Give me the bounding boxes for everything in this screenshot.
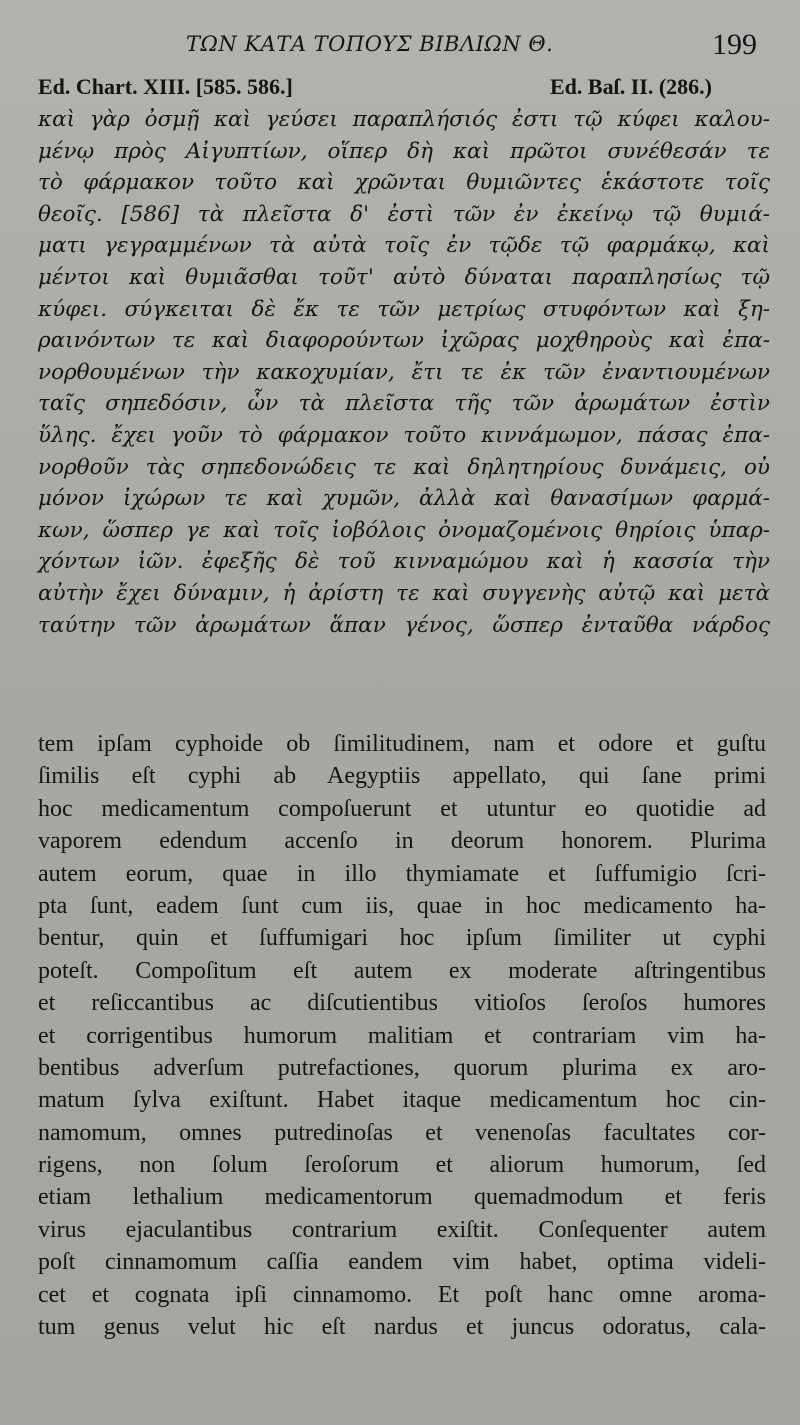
greek-line: κων, ὥσπερ γε καὶ τοῖς ἰοβόλοις ὀνομαζομένοις θηρίοις ὑπαρ-	[38, 517, 770, 543]
latin-line: cet et cognata ipſi cinnamomo. Et poſt hanc omne aroma-	[38, 1281, 766, 1308]
greek-line: αὐτὴν ἔχει δύναμιν, ἡ ἀρίστη τε καὶ συγγενὴς αὐτῷ καὶ μετὰ	[38, 580, 770, 606]
latin-line: et corrigentibus humorum malitiam et contrariam vim ha-	[38, 1022, 766, 1049]
greek-line: μένῳ πρὸς Αἰγυπτίων, οἵπερ δὴ καὶ πρῶτοι συνέθεσάν τε	[38, 138, 770, 164]
latin-line: namomum, omnes putredinoſas et venenoſas facultates cor-	[38, 1119, 766, 1146]
running-head	[0, 28, 800, 68]
latin-line: hoc medicamentum compoſuerunt et utuntur eo quotidie ad	[38, 795, 766, 822]
latin-line: pta ſunt, eadem ſunt cum iis, quae in hoc medicamento ha-	[38, 892, 766, 919]
latin-line: bentibus adverſum putrefactiones, quorum plurima ex aro-	[38, 1054, 766, 1081]
latin-line: virus ejaculantibus contrarium exiſtit. Conſequenter autem	[38, 1216, 766, 1243]
greek-text-block	[38, 104, 770, 641]
latin-line: etiam lethalium medicamentorum quemadmodum et feris	[38, 1184, 766, 1211]
latin-line: autem eorum, quae in illo thymiamate et ſuffumigio ſcri-	[38, 860, 766, 887]
edition-basel-reference: Ed. Baſ. II. (286.)	[550, 74, 712, 99]
greek-line: μόνον ἰχώρων τε καὶ χυμῶν, ἀλλὰ καὶ θανασίμων φαρμά-	[38, 486, 770, 512]
greek-line: ὕλης. ἔχει γοῦν τὸ φάρμακον τοῦτο κιννάμωμον, πάσας ἐπα-	[38, 422, 770, 448]
greek-line: νορθοῦν τὰς σηπεδονώδεις τε καὶ δηλητηρίους δυνάμεις, οὐ	[38, 454, 770, 480]
edition-reference-line	[0, 74, 800, 104]
greek-line: μέντοι καὶ θυμιᾶσθαι τοῦτ' αὐτὸ δύναται παραπλησίως τῷ	[38, 264, 770, 290]
latin-line: matum ſylva exiſtunt. Habet itaque medicamentum hoc cin-	[38, 1087, 766, 1114]
greek-line: ραινόντων τε καὶ διαφορούντων ἰχῶρας μοχθηροὺς καὶ ἐπα-	[38, 328, 770, 354]
greek-line: κύφει. σύγκειται δὲ ἔκ τε τῶν μετρίως στυφόντων καὶ ξη-	[38, 296, 770, 322]
greek-line: ταῖς σηπεδόσιν, ὧν τὰ πλεῖστα τῆς τῶν ἀρωμάτων ἐστὶν	[38, 391, 770, 417]
latin-line: vaporem edendum accenſo in deorum honorem. Plurima	[38, 828, 766, 855]
page-number: 199	[712, 28, 757, 61]
latin-line: tem ipſam cyphoide ob ſimilitudinem, nam et odore et guſtu	[38, 731, 766, 757]
running-title: ΤΩΝ ΚΑΤΑ ΤΟΠΟΥΣ ΒΙΒΛΙΩΝ Θ.	[186, 32, 554, 56]
edition-chartier-reference: Ed. Chart. XIII. [585. 586.]	[38, 74, 293, 99]
latin-line: et reſiccantibus ac diſcutientibus vitioſos ſeroſos humores	[38, 990, 766, 1017]
greek-line: ταύτην τῶν ἀρωμάτων ἅπαν γένος, ὥσπερ ἐνταῦθα νάρδος	[38, 612, 770, 638]
greek-line: καὶ γὰρ ὀσμῇ καὶ γεύσει παραπλήσιός ἐστι τῷ κύφει καλου-	[38, 107, 770, 132]
latin-line: bentur, quin et ſuffumigari hoc ipſum ſimiliter ut cyphi	[38, 925, 766, 952]
greek-line: χόντων ἰῶν. ἐφεξῆς δὲ τοῦ κινναμώμου καὶ ἡ κασσία τὴν	[38, 549, 770, 575]
latin-line: ſimilis eſt cyphi ab Aegyptiis appellato, qui ſane primi	[38, 763, 766, 790]
greek-line: ματι γεγραμμένων τὰ αὐτὰ τοῖς ἐν τῷδε τῷ φαρμάκῳ, καὶ	[38, 233, 770, 259]
greek-line: θεοῖς. [586] τὰ πλεῖστα δ' ἐστὶ τῶν ἐν ἐκείνῳ τῷ θυμιά-	[38, 201, 770, 227]
latin-line: rigens, non ſolum ſeroſorum et aliorum humorum, ſed	[38, 1152, 766, 1179]
latin-text-block	[38, 728, 766, 1343]
latin-line: tum genus velut hic eſt nardus et juncus odoratus, cala-	[38, 1314, 766, 1341]
greek-line: τὸ φάρμακον τοῦτο καὶ χρῶνται θυμιῶντες ἑκάστοτε τοῖς	[38, 170, 770, 196]
greek-line: νορθουμένων τὴν κακοχυμίαν, ἔτι τε ἐκ τῶν ἐναντιουμένων	[38, 359, 770, 385]
latin-line: poſt cinnamomum caſſia eandem vim habet, optima videli-	[38, 1249, 766, 1276]
latin-line: poteſt. Compoſitum eſt autem ex moderate aſtringentibus	[38, 957, 766, 984]
